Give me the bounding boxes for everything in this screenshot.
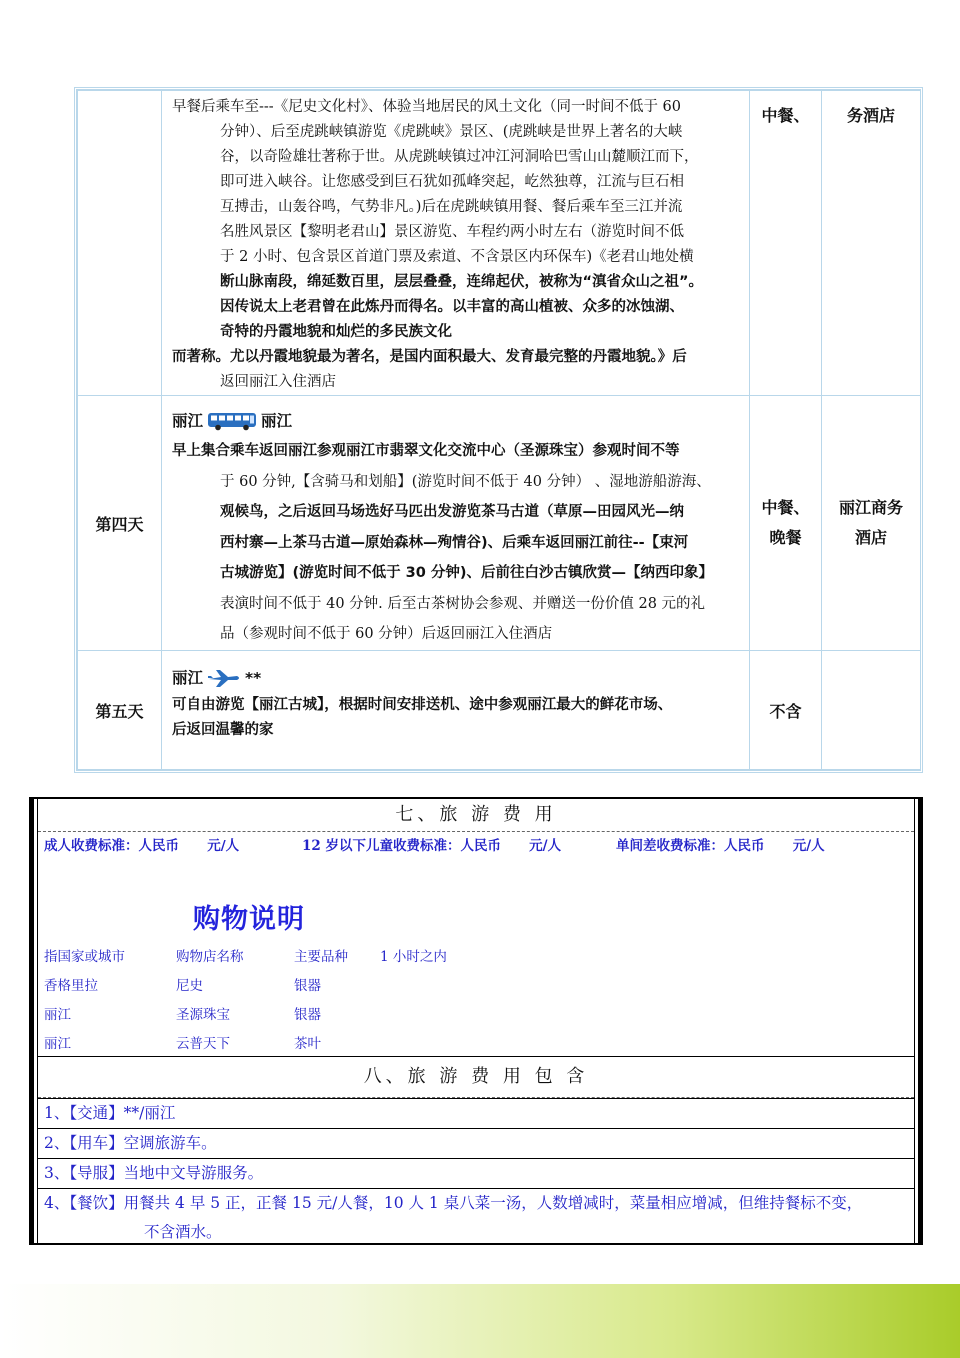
- day-label: 第五天: [78, 651, 162, 770]
- fees-title: 七、旅 游 费 用: [38, 799, 914, 832]
- itinerary-row-day4: [78, 396, 921, 651]
- shopping-header-row: [44, 943, 500, 972]
- hotel-line: 酒店: [854, 528, 887, 547]
- shopping-city: 丽江: [44, 1036, 71, 1052]
- desc-line: 分钟）、后至虎跳峡镇游览《虎跳峡》景区、(虎跳峡是世界上著名的大峡: [220, 124, 683, 140]
- shopping-city: 香格里拉: [44, 978, 98, 994]
- fee-standards: [38, 832, 914, 860]
- desc-line: 品（参观时间不低于 60 分钟）后返回丽江入住酒店: [220, 626, 553, 642]
- airplane-icon: [207, 668, 241, 688]
- day-label: [78, 91, 162, 396]
- shopping-row: [44, 972, 500, 1001]
- meal-line: 晚餐: [769, 528, 802, 547]
- meal-cell: [750, 396, 822, 651]
- include-item-meals: [38, 1189, 914, 1247]
- route-heading: [172, 406, 741, 436]
- includes-section: [38, 1056, 914, 1247]
- desc-line: 于 60 分钟,【含骑马和划船】(游览时间不低于 40 分钟） 、湿地游船游海、: [220, 473, 711, 490]
- adult-fee: 成人收费标准：人民币 元/人: [44, 838, 240, 854]
- child-fee: 12 岁以下儿童收费标准：人民币 元/人: [302, 838, 562, 854]
- shopping-row: [44, 1001, 500, 1030]
- shopping-product: 银器: [294, 1007, 321, 1023]
- hotel-cell: [822, 651, 921, 770]
- meal-cell: 不含: [750, 651, 822, 770]
- shopping-store: 云普天下: [176, 1036, 230, 1052]
- shopping-header: 主要品种: [294, 949, 348, 965]
- shopping-header: 购物店名称: [176, 949, 244, 965]
- desc-line: 名胜风景区【黎明老君山】景区游览、车程约两小时左右（游览时间不低: [220, 224, 684, 240]
- include-item: 4、【餐饮】用餐共 4 早 5 正，正餐 15 元/人餐，10 人 1 桌八菜一汤，人数增减时，菜量相应增减，但维持餐标不变，: [44, 1194, 863, 1212]
- desc-line: 而著称。尤以丹霞地貌最为著名，是国内面积最大、发育最完整的丹霞地貌。》后: [172, 349, 687, 365]
- desc-line: 后返回温馨的家: [172, 722, 274, 738]
- bus-icon: [207, 411, 257, 431]
- include-item-continuation: 不含酒水。: [144, 1223, 222, 1241]
- day3-description: [162, 91, 750, 396]
- day5-description: [162, 651, 750, 770]
- desc-line: 互搏击，山轰谷鸣，气势非凡。)后在虎跳峡镇用餐、餐后乘车至三江并流: [220, 199, 683, 215]
- desc-line: 于 2 小时、包含景区首道门票及索道、不含景区内环保车)《老君山地处横: [220, 249, 694, 265]
- shopping-product: 茶叶: [294, 1036, 321, 1052]
- route-heading: [172, 663, 741, 693]
- hotel-line: 丽江商务: [838, 498, 903, 517]
- desc-line: 返回丽江入住酒店: [220, 374, 336, 390]
- desc-line: 因传说太上老君曾在此炼丹而得名。以丰富的高山植被、众多的冰蚀湖、: [220, 299, 684, 315]
- shopping-table: [44, 943, 500, 1059]
- desc-line: 即可进入峡谷。让您感受到巨石犹如孤峰突起，屹然独尊，江流与巨石相: [220, 174, 684, 190]
- desc-line: 奇特的丹霞地貌和灿烂的多民族文化: [220, 324, 452, 340]
- route-from: 丽江: [172, 668, 204, 687]
- desc-line: 断山脉南段，绵延数百里，层层叠叠，连绵起伏，被称为“滇省众山之祖”。: [220, 274, 704, 290]
- day4-description: [162, 396, 750, 651]
- desc-line: 古城游览】(游览时间不低于 30 分钟)、后前往白沙古镇欣赏—【纳西印象】: [220, 565, 714, 581]
- itinerary-row-day3: [78, 91, 921, 396]
- shopping-header: 指国家或城市: [44, 949, 125, 965]
- include-item: 2、【用车】空调旅游车。: [38, 1129, 914, 1159]
- hotel-cell: [822, 396, 921, 651]
- shopping-title: 购物说明: [193, 904, 305, 935]
- desc-line: 早上集合乘车返回丽江参观丽江市翡翠文化交流中心（圣源珠宝）参观时间不等: [172, 443, 680, 459]
- shopping-city: 丽江: [44, 1007, 71, 1023]
- desc-line: 谷，以奇险雄壮著称于世。从虎跳峡镇过冲江河洞哈巴雪山山麓顺江而下，: [220, 149, 699, 165]
- route-to: **: [245, 668, 262, 687]
- includes-title: 八、旅 游 费 用 包 含: [38, 1057, 914, 1098]
- shopping-product: 银器: [294, 978, 321, 994]
- shopping-header: 1 小时之内: [380, 949, 447, 965]
- desc-line: 观候鸟，之后返回马场选好马匹出发游览茶马古道（草原—田园风光—纳: [220, 504, 684, 520]
- shopping-store: 圣源珠宝: [176, 1007, 230, 1023]
- shopping-store: 尼史: [176, 978, 203, 994]
- footer-gradient-bar: [0, 1284, 960, 1358]
- include-item: 1、【交通】**/丽江: [38, 1098, 914, 1129]
- itinerary-row-day5: [78, 651, 921, 770]
- desc-line: 早餐后乘车至---《尼史文化村》、体验当地居民的风土文化（同一时间不低于 60: [172, 99, 682, 115]
- single-room-fee: 单间差收费标准：人民币 元/人: [616, 838, 825, 854]
- shopping-row: [44, 1030, 500, 1059]
- route-to: 丽江: [261, 411, 293, 430]
- day-label: 第四天: [78, 396, 162, 651]
- fees-section: [29, 797, 923, 1245]
- desc-line: 可自由游览【丽江古城】，根据时间安排送机、途中参观丽江最大的鲜花市场、: [172, 697, 673, 713]
- desc-line: 表演时间不低于 40 分钟. 后至古茶树协会参观、并赠送一份价值 28 元的礼: [220, 595, 706, 612]
- include-item: 3、【导服】当地中文导游服务。: [38, 1159, 914, 1189]
- meal-line: 中餐、: [761, 498, 810, 517]
- meal-cell: 中餐、: [750, 91, 822, 396]
- route-from: 丽江: [172, 411, 204, 430]
- fees-inner-frame: [37, 799, 915, 1243]
- hotel-cell: 务酒店: [822, 91, 921, 396]
- itinerary-table: [74, 87, 923, 773]
- desc-line: 西村寨—上茶马古道—原始森林—殉情谷)、后乘车返回丽江前往--【束河: [220, 534, 689, 551]
